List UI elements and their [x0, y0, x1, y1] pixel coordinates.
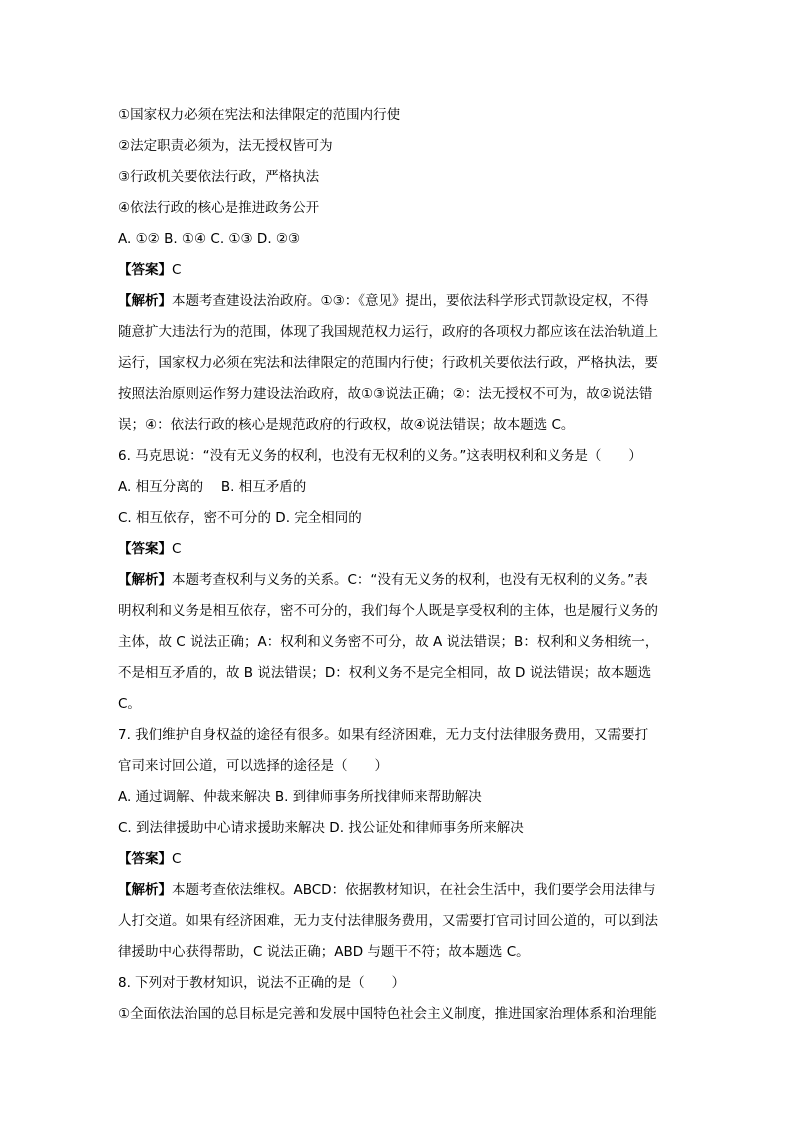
- q5-item-3: ③行政机关要依法行政，严格执法: [118, 169, 320, 185]
- answer-label: 【答案】: [118, 262, 172, 278]
- q5-analysis-line-3: 运行，国家权力必须在宪法和法律限定的范围内行使；行政机关要依法行政，严格执法，要: [118, 355, 658, 371]
- answer-value: C: [172, 262, 182, 278]
- q5-analysis-line-2: 随意扩大违法行为的范围，体现了我国规范权力运行，政府的各项权力都应该在法治轨道上: [118, 324, 658, 340]
- q7-analysis-line-1: [118, 875, 680, 906]
- answer-label: 【答案】: [118, 541, 172, 557]
- q5-analysis-line-1: [118, 286, 680, 317]
- analysis-text: 本题考查依法维权。ABCD：依据教材知识，在社会生活中，我们要学会用法律与: [172, 882, 656, 898]
- q8-item-1: ①全面依法治国的总目标是完善和发展中国特色社会主义制度，推进国家治理体系和治理能: [118, 1006, 657, 1022]
- answer-value: C: [172, 541, 182, 557]
- q6-analysis-line-2: 明权利和义务是相互依存，密不可分的，我们每个人既是享受权利的主体，也是履行义务的: [118, 603, 658, 619]
- answer-label: 【答案】: [118, 851, 172, 867]
- q7-options-line-1: A. 通过调解、仲裁来解决 B. 到律师事务所找律师来帮助解决: [118, 789, 482, 805]
- q5-analysis-line-5: 误；④：依法行政的核心是规范政府的行政权，故④说法错误；故本题选 C。: [118, 417, 575, 433]
- q7-answer: [118, 844, 680, 875]
- q5-options: A. ①② B. ①④ C. ①③ D. ②③: [118, 231, 301, 247]
- q6-analysis-line-5: C。: [118, 696, 141, 712]
- q7-analysis-line-2: 人打交道。如果有经济困难，无力支付法律服务费用，又需要打官司讨回公道的，可以到法: [118, 913, 658, 929]
- q5-item-4: ④依法行政的核心是推进政务公开: [118, 200, 320, 216]
- q5-answer: [118, 255, 680, 286]
- q5-item-1: ①国家权力必须在宪法和法律限定的范围内行使: [118, 107, 401, 123]
- q7-stem-line-1: 7. 我们维护自身权益的途径有很多。如果有经济困难，无力支付法律服务费用，又需要打: [118, 727, 649, 743]
- q6-answer: [118, 534, 680, 565]
- q7-options-line-2: C. 到法律援助中心请求援助来解决 D. 找公证处和律师事务所来解决: [118, 820, 524, 836]
- q6-analysis-line-3: 主体，故 C 说法正确；A：权利和义务密不可分，故 A 说法错误；B：权利和义务相统一，: [118, 634, 659, 650]
- analysis-text: 本题考查权利与义务的关系。C：“没有无义务的权利，也没有无权利的义务。”表: [172, 572, 648, 588]
- q8-stem: 8. 下列对于教材知识，说法不正确的是（ ）: [118, 975, 406, 991]
- q7-stem-line-2: 官司来讨回公道，可以选择的途径是（ ）: [118, 758, 388, 774]
- analysis-text: 本题考查建设法治政府。①③：《意见》提出，要依法科学形式罚款设定权，不得: [172, 293, 649, 309]
- q6-options-line-2: C. 相互依存，密不可分的 D. 完全相同的: [118, 510, 362, 526]
- q6-options-line-1: A. 相互分离的 B. 相互矛盾的: [118, 479, 307, 495]
- analysis-label: 【解析】: [118, 293, 172, 309]
- q6-stem: 6. 马克思说：“没有无义务的权利，也没有无权利的义务。”这表明权利和义务是（ ）: [118, 448, 642, 464]
- answer-value: C: [172, 851, 182, 867]
- q6-analysis-line-1: [118, 565, 680, 596]
- q5-item-2: ②法定职责必须为，法无授权皆可为: [118, 138, 333, 154]
- analysis-label: 【解析】: [118, 572, 172, 588]
- analysis-label: 【解析】: [118, 882, 172, 898]
- q5-analysis-line-4: 按照法治原则运作努力建设法治政府，故①③说法正确；②：法无授权不可为，故②说法错: [118, 386, 653, 402]
- document-content: [118, 100, 680, 1030]
- q6-analysis-line-4: 不是相互矛盾的，故 B 说法错误；D：权利义务不是完全相同，故 D 说法错误；故本题选: [118, 665, 652, 681]
- q7-analysis-line-3: 律援助中心获得帮助，C 说法正确；ABD 与题干不符；故本题选 C。: [118, 944, 530, 960]
